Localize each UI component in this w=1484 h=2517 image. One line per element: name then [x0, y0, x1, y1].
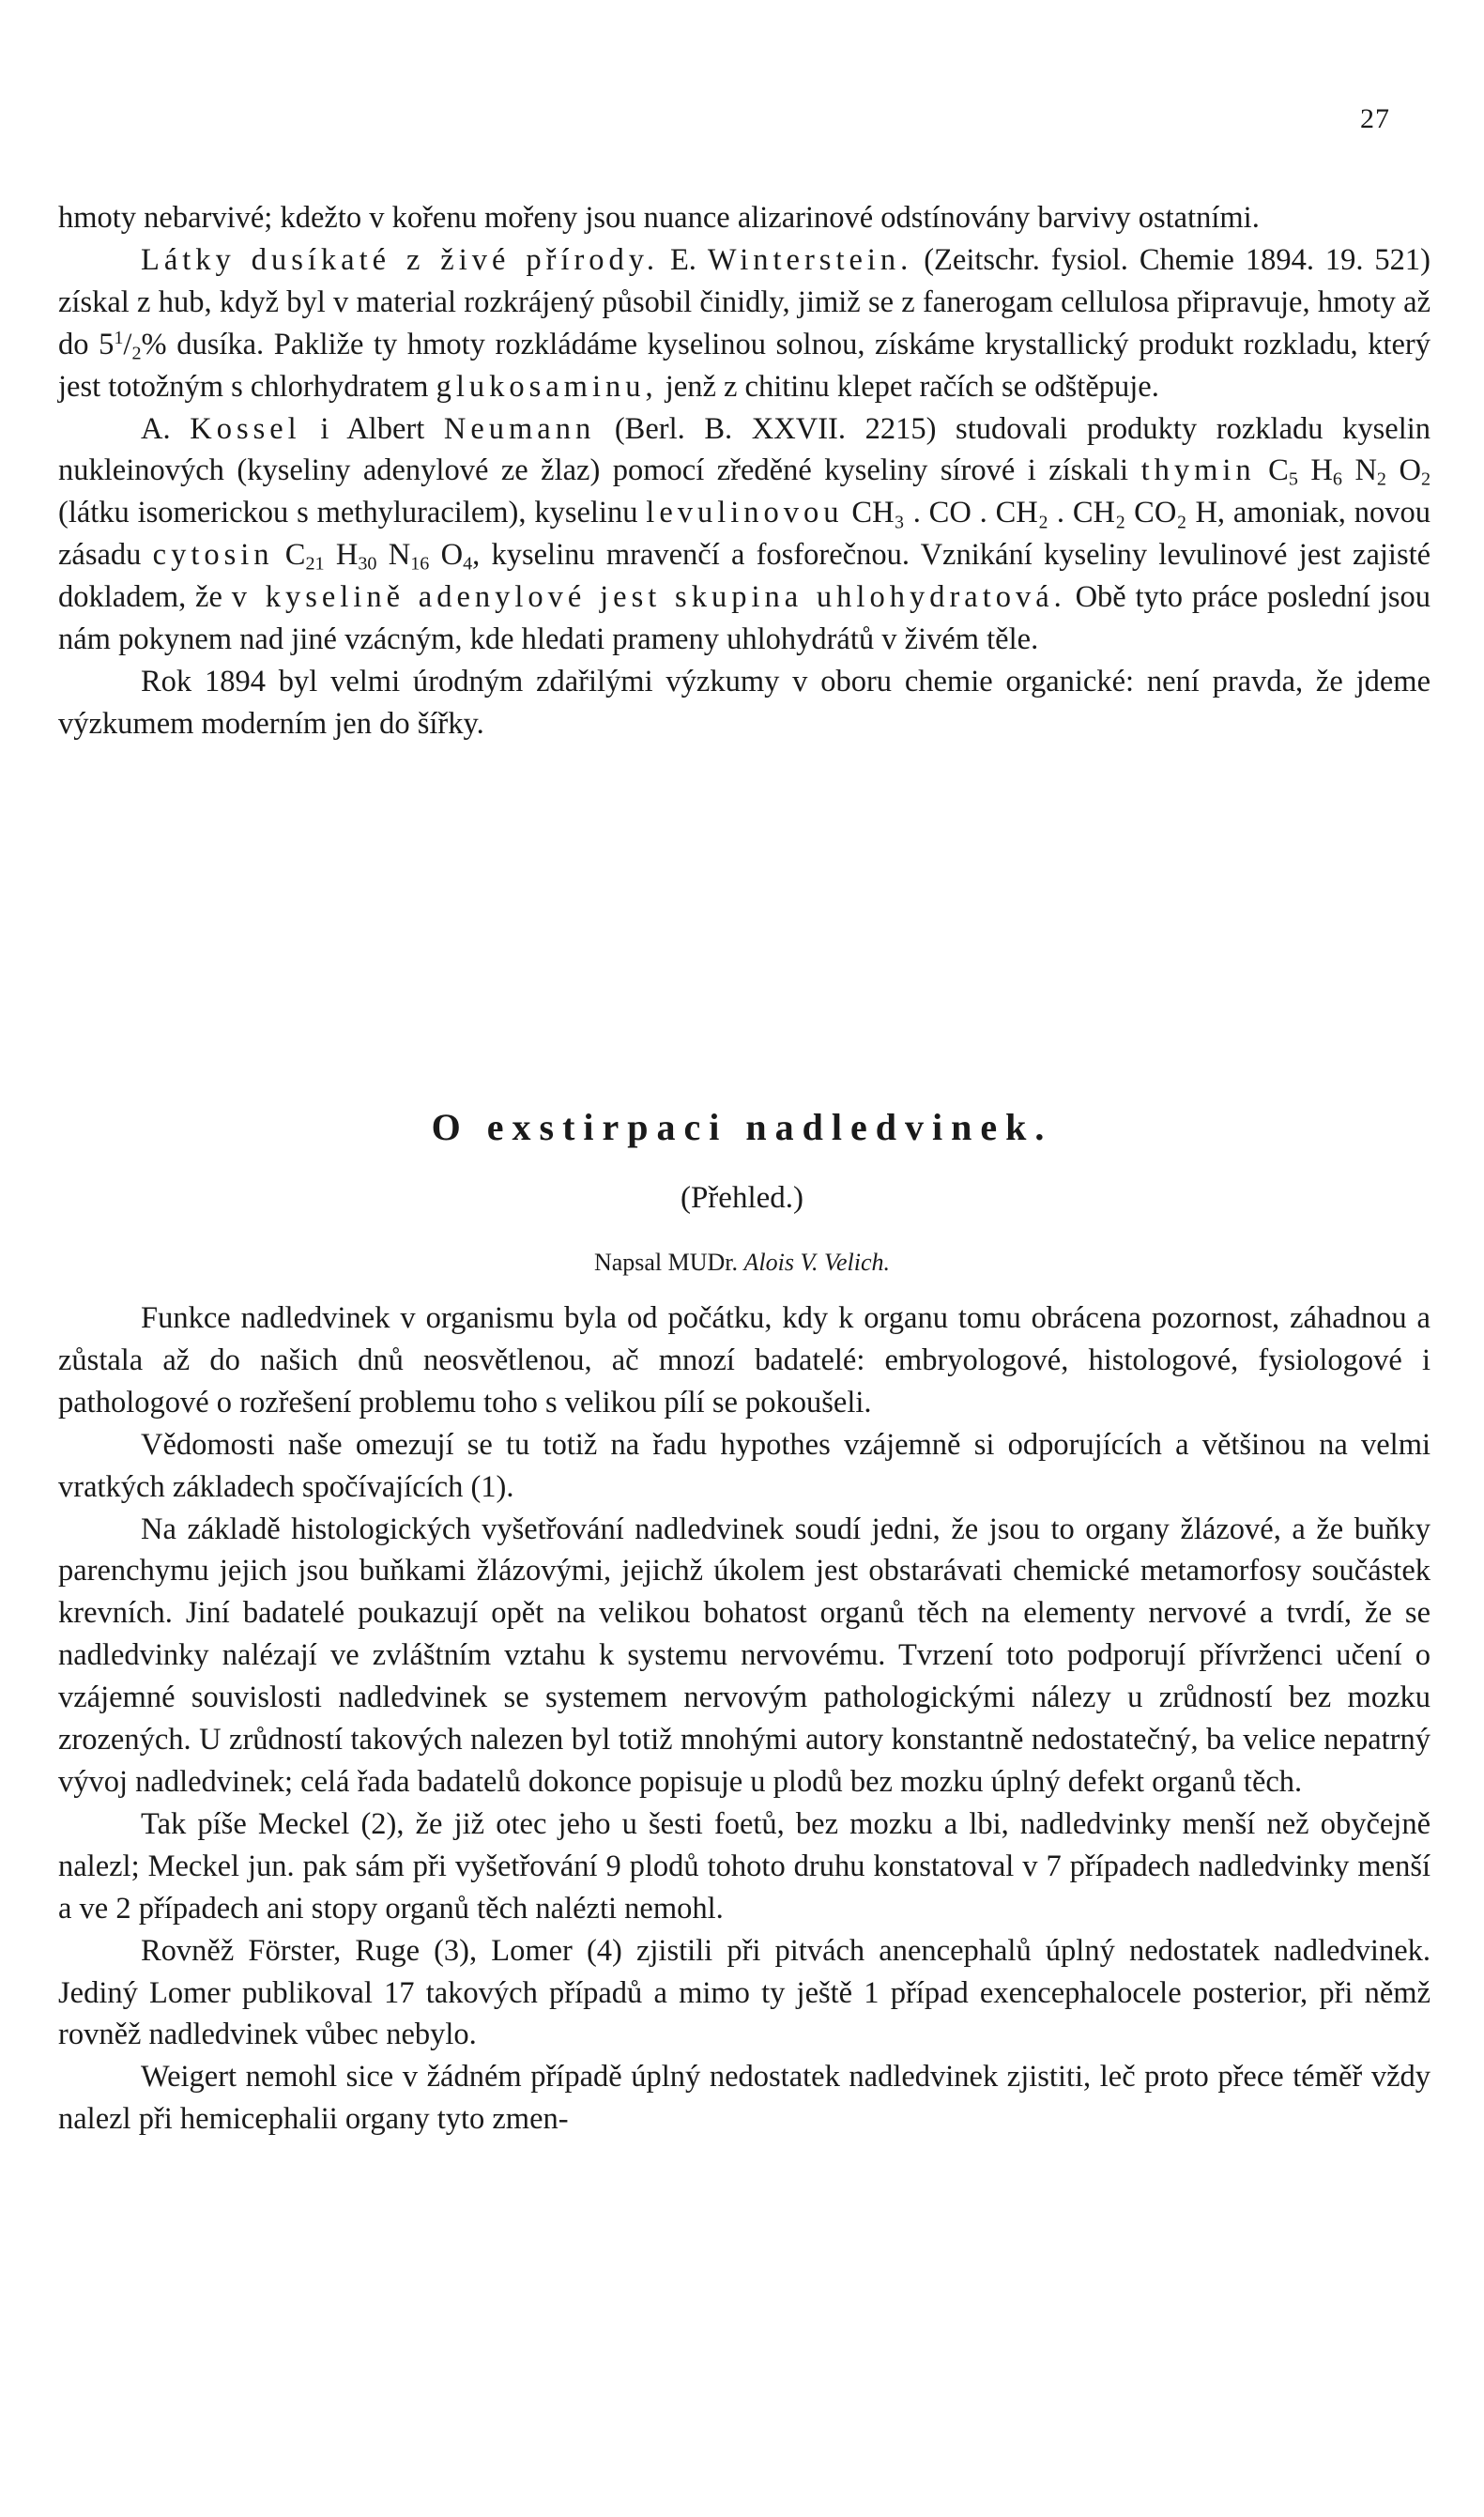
paragraph: Látky dusíkaté z živé přírody. E. Winterstein. (Zeitschr. fysiol. Chemie 1894. 19. 521) získal z hub, když byl v material rozkrájený působil činidly, jimiž se z fanerogam cellulosa připravuje, hmoty až do $5^1/_2\%$ dusíka. Pakliže ty hmoty rozkládáme kyselinou solnou, získáme krystallický produkt rozkladu, který jest totožným s chlorhydratem glukosaminu, jenž z chitinu klepet račích se odštěpuje.	[58, 242, 1431, 404]
article-title: O exstirpaci nadledvinek.	[431, 1106, 1053, 1148]
author-name: Alois V. Velich.	[743, 1249, 891, 1276]
emphasis: glukosaminu,	[436, 369, 658, 404]
chemical-formula: $C_5$ $H_6$ $N_2$ $O_2$	[1268, 453, 1431, 491]
paragraph: Rovněž Förster, Ruge (3), Lomer (4) zjistili při pitvách anencephalů úplný nedostatek nadledvinek. Jediný Lomer publikoval 17 takových případů a mimo ty ještě 1 případ exencephalocele posterior, při němž rovněž nadledvinek vůbec nebylo.	[58, 1933, 1430, 2052]
page-number: 27	[1360, 103, 1390, 134]
chemical-formula: CH₃ . CO . CH₂ . CH₂ CO₂ H,	[851, 496, 1226, 530]
emphasis: cytosin	[152, 538, 274, 573]
chemical-formula: $C_{21}$ $H_{30}$ $N_{16}$ $O_4$	[284, 538, 473, 575]
paragraph: Vědomosti naše omezují se tu totiž na řadu hypothes vzájemně si odporujících a většinou na velmi vratkých základech spočívajících (1).	[58, 1427, 1430, 1504]
paragraph: Na základě histologických vyšetřování nadledvinek soudí jedni, že jsou to organy žlázové, a že buňky parenchymu jejich jsou buňkami žlázovými, jejichž úkolem jest obstarávati chemické metamorfosy součástek krevních. Jiní badatelé poukazují opět na velikou bohatost organů těch na elementy nervové a tvrdí, že se nadledvinky nalézají ve zvláštním vztahu k systemu nervovému. Tvrzení toto podporují přívrženci učení o vzájemné souvislosti nadledvinek se systemem nervovým pathologickými nálezy u zrůdností bez mozku zrozených. U zrůdností takových nalezen byl totiž mnohými autory konstantně nedostatečný, ba velice nepatrný vývoj nadledvinek; celá řada badatelů dokonce popisuje u plodů bez mozku úplný defekt organů těch.	[58, 1512, 1430, 1799]
emphasis: thymin	[1140, 453, 1256, 488]
paragraph: A. Kossel i Albert Neumann (Berl. B. XXVII. 2215) studovali produkty rozkladu kyselin nukleinových (kyseliny adenylové ze žlaz) pomocí zředěné kyseliny sírové i získali thymin $C_5$ $H_6$ $N_2$ $O_2$ (látku isomerickou s methyluracilem), kyselinu levulinovou CH₃ . CO . CH₂ . CH₂ CO₂ H, amoniak, novou zásadu cytosin $C_{21}$ $H_{30}$ $N_{16}$ $O_4$, kyselinu mravenčí a fosforečnou. Vznikání kyseliny levulinové jest zajisté dokladem, že v kyselině adenylové jest skupina uhlohydratová. Obě tyto práce poslední jsou nám pokynem nad jiné vzácným, kde hledati prameny uhlohydrátů v živém těle.	[58, 411, 1431, 657]
paragraph: Funkce nadledvinek v organismu byla od počátku, kdy k organu tomu obrácena pozornost, záhadnou a zůstala až do našich dnů neosvětlenou, ač mnozí badatelé: embryologové, histologové, fysiologové i pathologové o rozřešení problemu toho s velikou pílí se pokoušeli.	[58, 1301, 1430, 1420]
emphasis: v kyselině adenylové jest skupina uhlohydratová.	[231, 580, 1066, 615]
emphasis: levulinovou	[646, 496, 844, 530]
paragraph: Tak píše Meckel (2), že již otec jeho u šesti foetů, bez mozku a lbi, nadledvinky menší než obyčejně nalezl; Meckel jun. pak sám při vyšetřování 9 plodů tohoto druhu konstatoval v 7 případech nadledvinky menší a ve 2 případech ani stopy organů těch nalézti nemohl.	[58, 1806, 1430, 1926]
paragraph: hmoty nebarvivé; kdežto v kořenu mořeny jsou nuance alizarinové odstínovány barvivy ostatními.	[58, 201, 1260, 235]
intro-section	[58, 197, 1430, 745]
paragraph: Rok 1894 byl velmi úrodným zdařilými výzkumy v oboru chemie organické: není pravda, že jdeme výzkumem moderním jen do šířky.	[58, 664, 1430, 741]
section-heading: Látky dusíkaté z živé přírody.	[141, 242, 660, 277]
author-name: Kossel	[190, 411, 301, 446]
paragraph: Weigert nemohl sice v žádném případě úplný nedostatek nadledvinek zjistiti, leč proto přece téměř vždy nalezl při hemicephalii organy tyto zmen-	[58, 2060, 1430, 2137]
article-body	[58, 1297, 1430, 2141]
article-subtitle: (Přehled.)	[680, 1181, 804, 1215]
byline: Napsal MUDr. Alois V. Velich.	[593, 1249, 891, 1276]
author-name: Neumann	[443, 411, 596, 446]
author-name: Winterstein.	[707, 242, 913, 277]
